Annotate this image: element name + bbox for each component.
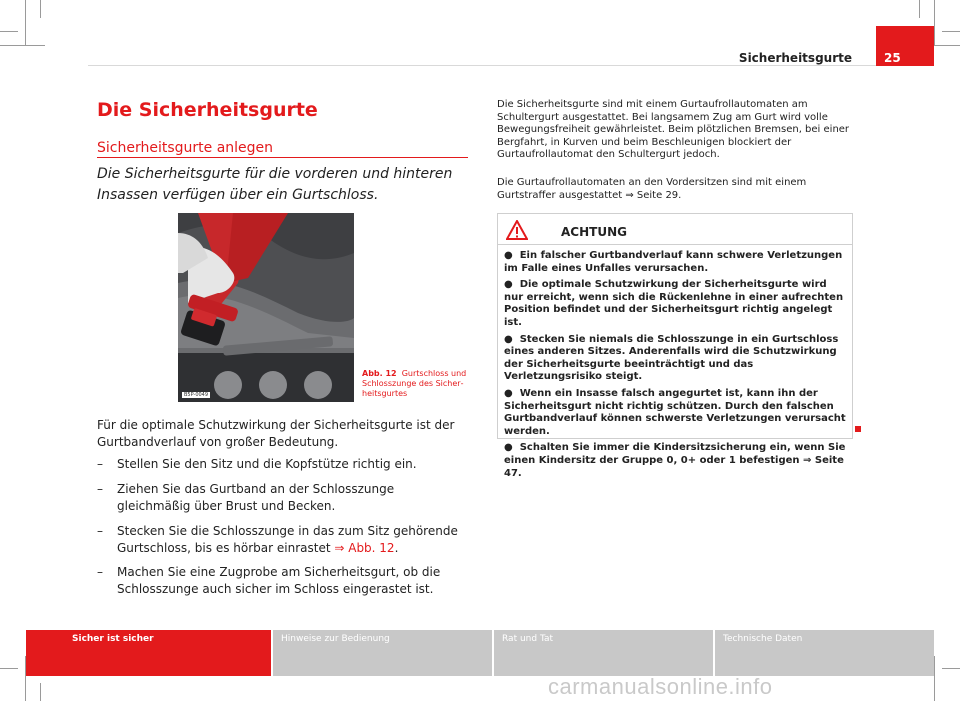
tab-sicher-ist-sicher[interactable]: Sicher ist sicher bbox=[26, 630, 271, 676]
section-end-marker bbox=[855, 426, 861, 432]
crop-mark bbox=[40, 683, 41, 701]
tab-technische-daten[interactable]: Technische Daten bbox=[715, 630, 934, 676]
crop-mark bbox=[40, 0, 41, 18]
retractor-paragraph: Die Sicherheitsgurte sind mit einem Gurtaufrollautomaten am Schultergurt ausgestattet. Bei langsamem Zug am Gurt wird volle Bewegungsfreiheit gewährleistet. Beim plötzlichen Bremsen, bei einer Bergfahrt, in Kurven und beim Beschleunigen blockiert der Gurtaufrollautomat den Schultergurt jedoch. bbox=[497, 99, 850, 161]
body-paragraph: Für die optimale Schutzwirkung der Sicherheitsgurte ist der Gurtbandverlauf von großer Bedeutung. bbox=[97, 418, 455, 449]
warning-text: Wenn ein Insasse falsch angegurtet ist, kann ihn der Sicherheitsgurt nicht richtig schützen. Durch den falschen Gurtbandverlauf können schwerste Verletzungen verursacht werden. bbox=[504, 387, 846, 437]
step-item bbox=[97, 481, 468, 515]
warning-text: Die optimale Schutzwirkung der Sicherheitsgurte wird nur erreicht, wenn sich die Rückenlehne in einer aufrechten Position befindet und der Sicherheitsgurt richtig angelegt ist. bbox=[504, 279, 844, 328]
crop-mark bbox=[934, 0, 935, 45]
crop-mark bbox=[919, 0, 920, 18]
footer-nav bbox=[26, 630, 936, 676]
step-dash: – bbox=[97, 482, 103, 496]
bullet: ● bbox=[504, 442, 513, 454]
warning-item bbox=[504, 334, 846, 384]
warning-box bbox=[497, 213, 853, 479]
figure-code: B5P-0049 bbox=[184, 392, 209, 398]
warning-triangle-icon bbox=[506, 220, 528, 240]
step-text: Machen Sie eine Zugprobe am Sicherheitsgurt, ob die Schlosszunge auch sicher im Schloss eingerastet ist. bbox=[117, 565, 441, 596]
step-item bbox=[97, 564, 468, 598]
bullet: ● bbox=[504, 333, 513, 345]
page-number: 25 bbox=[876, 26, 934, 66]
pretensioner-paragraph: Die Gurtaufrollautomaten an den Vordersitzen sind mit einem Gurtstraffer ausgestattet ⇒ Seite 29. bbox=[497, 177, 807, 201]
step-item bbox=[97, 523, 468, 557]
crop-mark bbox=[942, 31, 960, 32]
figure-caption bbox=[362, 369, 468, 399]
step-dash: – bbox=[97, 457, 103, 471]
step-dash: – bbox=[97, 524, 103, 538]
seatbelt-illustration bbox=[178, 213, 354, 402]
figure-reference-link[interactable]: ⇒ Abb. 12 bbox=[334, 541, 395, 555]
crop-mark bbox=[25, 0, 26, 45]
warning-list bbox=[504, 250, 846, 484]
bullet: ● bbox=[504, 387, 513, 399]
intro-paragraph: Die Sicherheitsgurte für die vorderen und hinteren Insassen verfügen über ein Gurtschloss. bbox=[97, 166, 453, 203]
crop-mark bbox=[0, 45, 45, 46]
step-text: Ziehen Sie das Gurtband an der Schlosszunge gleichmäßig über Brust und Becken. bbox=[117, 482, 395, 513]
step-text: Stecken Sie die Schlosszunge in das zum Sitz gehörende Gurtschloss, bis es hörbar einrastet bbox=[117, 524, 458, 555]
crop-mark bbox=[942, 668, 960, 669]
warning-item bbox=[504, 388, 846, 438]
step-text: Stellen Sie den Sitz und die Kopfstütze richtig ein. bbox=[117, 457, 417, 471]
tab-rat-und-tat[interactable]: Rat und Tat bbox=[494, 630, 713, 676]
warning-item bbox=[504, 442, 846, 480]
warning-item bbox=[504, 279, 846, 329]
chapter-heading: Die Sicherheitsgurte bbox=[97, 99, 318, 121]
section-rule bbox=[97, 157, 468, 158]
bullet: ● bbox=[504, 250, 513, 261]
header-rule bbox=[88, 65, 934, 66]
section-heading: Sicherheitsgurte anlegen bbox=[97, 140, 274, 156]
crop-mark bbox=[0, 31, 18, 32]
warning-item bbox=[504, 250, 846, 275]
warning-header bbox=[498, 214, 852, 245]
crop-mark bbox=[0, 668, 18, 669]
step-tail: . bbox=[394, 541, 399, 555]
bullet: ● bbox=[504, 279, 513, 291]
warning-text: Ein falscher Gurtbandverlauf kann schwere Verletzungen im Falle eines Unfalles verursachen. bbox=[504, 250, 843, 274]
seatbelt-figure bbox=[178, 213, 354, 402]
caption-label: Abb. 12 bbox=[362, 369, 397, 378]
running-header: Sicherheitsgurte bbox=[738, 51, 852, 65]
watermark: carmanualsonline.info bbox=[548, 674, 773, 699]
warning-title: ACHTUNG bbox=[561, 225, 627, 239]
step-item bbox=[97, 456, 468, 473]
caption-text: Gurtschloss und Schlosszunge des Sicherheitsgurtes bbox=[362, 369, 467, 398]
step-dash: – bbox=[97, 565, 103, 579]
tab-hinweise-zur-bedienung[interactable]: Hinweise zur Bedienung bbox=[273, 630, 492, 676]
warning-text: Stecken Sie niemals die Schlosszunge in ein Gurtschloss eines anderen Sitzes. Anderenfalls wird die Schutzwirkung der Sicherheitsgurte beeinträchtigt und das Verletzungsrisiko steigt. bbox=[504, 333, 839, 383]
warning-text: Schalten Sie immer die Kindersitzsicherung ein, wenn Sie einen Kindersitz der Gruppe 0, 0+ oder 1 befestigen ⇒ Seite 47. bbox=[504, 442, 846, 479]
